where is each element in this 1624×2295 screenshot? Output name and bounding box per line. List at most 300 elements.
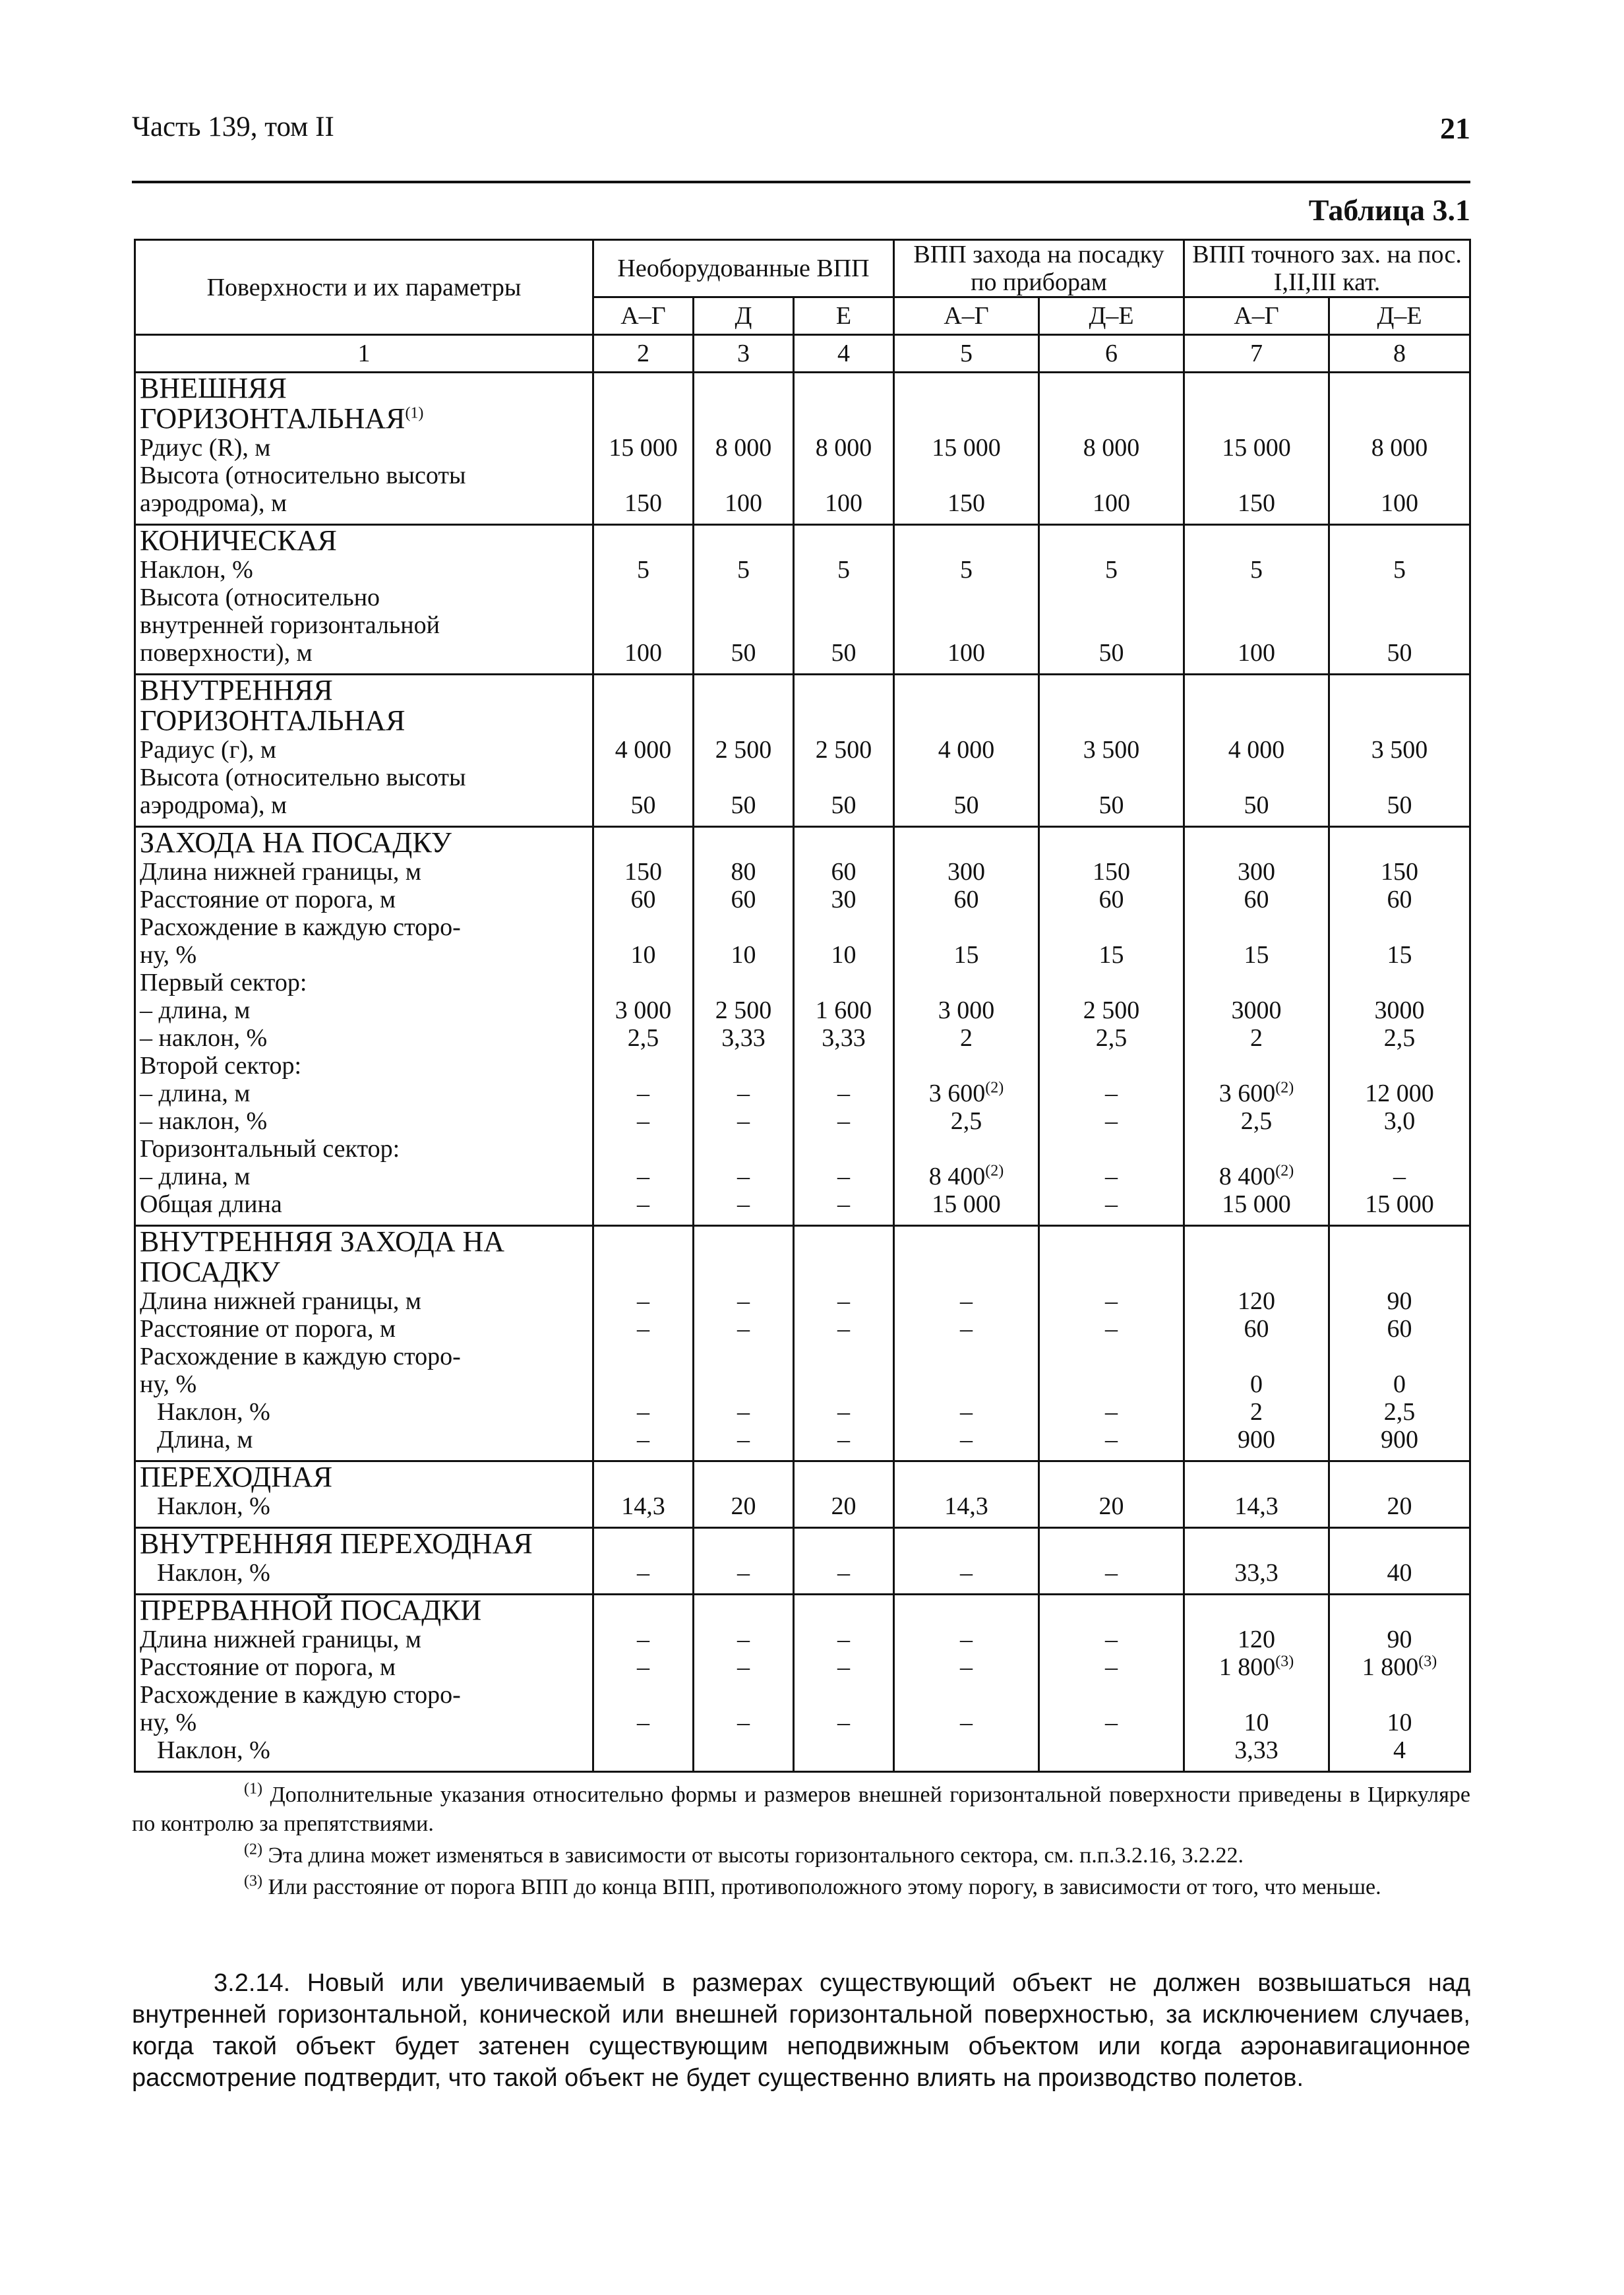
value: [1189, 1492, 1324, 1520]
value: [1189, 1736, 1324, 1764]
value-cell: [1184, 525, 1329, 675]
value: [698, 1709, 789, 1736]
parameter-label: Высота (относительно: [140, 584, 380, 611]
value-text: 1 800: [1362, 1653, 1419, 1681]
code-header: А–Г: [593, 297, 694, 335]
value-text: 90: [1387, 1287, 1412, 1315]
value: [1334, 1315, 1465, 1343]
value: [1044, 1653, 1179, 1681]
parameter-label: Первый сектор:: [140, 969, 307, 996]
value-text: 5: [1250, 556, 1263, 584]
value: [698, 1190, 789, 1218]
value: [1334, 1107, 1465, 1135]
value: [899, 1052, 1034, 1080]
value-text: –: [737, 1626, 750, 1653]
value: [1189, 1024, 1324, 1052]
parameter-label: – наклон, %: [140, 1024, 268, 1052]
value: [598, 996, 688, 1024]
value: [1334, 1080, 1465, 1107]
value-cell: [794, 827, 894, 1226]
value: [1189, 1653, 1324, 1681]
value: [1334, 886, 1465, 913]
footnote-mark: (2): [244, 1841, 262, 1858]
value: [899, 1163, 1034, 1190]
value: [598, 886, 688, 913]
surface-label-cell: [135, 525, 593, 675]
value: [698, 1287, 789, 1315]
value: [1334, 1559, 1465, 1587]
value-cell: [1184, 373, 1329, 525]
column-number: 7: [1184, 335, 1329, 373]
table-body: [135, 373, 1470, 1772]
value: [1189, 791, 1324, 819]
value: [598, 1653, 688, 1681]
value-text: 100: [624, 639, 662, 667]
value-text: 20: [1387, 1492, 1412, 1520]
value-text: –: [837, 1559, 851, 1587]
value-cell: [894, 1528, 1039, 1595]
value: [1044, 1559, 1179, 1587]
value-text: 100: [947, 639, 986, 667]
group-header-precision: ВПП точного зах. на пос. I,II,III кат.: [1184, 240, 1470, 297]
value: [798, 1681, 889, 1709]
value-text: –: [960, 1287, 973, 1315]
value-text: 80: [731, 858, 756, 886]
value-text: –: [1105, 1398, 1118, 1426]
value: [1044, 611, 1179, 639]
footnote: [132, 1873, 1470, 1902]
value: [1334, 1135, 1465, 1163]
value-text: –: [960, 1559, 973, 1587]
footnote-text: Дополнительные указания относительно формы и размеров внешней горизонтальной поверхности приведены в Циркуляре по контролю за препятствиями.: [132, 1783, 1471, 1836]
value-text: 120: [1238, 1626, 1276, 1653]
value: [698, 1370, 789, 1398]
value-text: 50: [1387, 791, 1412, 819]
value: [1189, 996, 1324, 1024]
value: [698, 1052, 789, 1080]
value: [598, 791, 688, 819]
value-cell: [593, 1595, 694, 1772]
value: [1044, 462, 1179, 489]
value-text: 50: [953, 791, 979, 819]
value-cell: [694, 675, 794, 827]
value-text: –: [737, 1287, 750, 1315]
value: [798, 1315, 889, 1343]
value: [598, 556, 688, 584]
parameter-label: Общая длина: [140, 1190, 282, 1218]
value-text: 100: [825, 489, 863, 517]
value: [899, 639, 1034, 667]
value: [598, 462, 688, 489]
value-text: 300: [947, 858, 986, 886]
value: [598, 1080, 688, 1107]
value-cell: [1184, 1461, 1329, 1528]
value: [698, 1080, 789, 1107]
parameter-label: Высота (относительно высоты: [140, 462, 466, 489]
value-text: 2,5: [1383, 1024, 1416, 1052]
value: [899, 1190, 1034, 1218]
value-text: 4 000: [1228, 736, 1285, 764]
value-cell: [1039, 675, 1184, 827]
value-cell: [593, 1226, 694, 1461]
value: [1189, 764, 1324, 791]
value: [1189, 556, 1324, 584]
value: [1044, 556, 1179, 584]
value: [899, 1653, 1034, 1681]
value: [899, 556, 1034, 584]
value: [1044, 1024, 1179, 1052]
parameter-label: поверхности), м: [140, 639, 313, 667]
value: [1189, 1052, 1324, 1080]
value: [598, 584, 688, 611]
value-text: –: [837, 1163, 851, 1190]
value: [1334, 969, 1465, 996]
value: [1334, 1163, 1465, 1190]
value: [698, 969, 789, 996]
value: [1044, 1370, 1179, 1398]
parameter-label: – длина, м: [140, 1080, 251, 1107]
value-text: –: [837, 1626, 851, 1653]
value: [1044, 1190, 1179, 1218]
value: [598, 1052, 688, 1080]
value: [1189, 489, 1324, 517]
value: [698, 611, 789, 639]
parameter-label: ну, %: [140, 941, 197, 969]
value: [1189, 1709, 1324, 1736]
value-cell: [694, 827, 794, 1226]
value-text: –: [737, 1559, 750, 1587]
value: [698, 1626, 789, 1653]
value: [798, 1559, 889, 1587]
value-text: –: [1105, 1107, 1118, 1135]
value: [698, 736, 789, 764]
code-header: Д: [694, 297, 794, 335]
value: [1044, 1287, 1179, 1315]
value: [598, 489, 688, 517]
value-text: 3,33: [721, 1024, 766, 1052]
value: [899, 1626, 1034, 1653]
value: [1044, 639, 1179, 667]
value-text: –: [837, 1080, 851, 1107]
value: [798, 996, 889, 1024]
value: [798, 556, 889, 584]
column-header-surfaces: Поверхности и их параметры: [135, 240, 593, 335]
value: [1334, 611, 1465, 639]
value: [899, 1315, 1034, 1343]
value-cell: [593, 1461, 694, 1528]
value: [698, 1024, 789, 1052]
table-row: [135, 1461, 1470, 1528]
surface-label-cell: [135, 827, 593, 1226]
page-number: 21: [1440, 111, 1470, 145]
value-text: 10: [731, 941, 756, 969]
value: [798, 611, 889, 639]
value: [598, 1370, 688, 1398]
value: [698, 1398, 789, 1426]
value: [698, 462, 789, 489]
surface-label-cell: [135, 373, 593, 525]
value-text: –: [960, 1426, 973, 1454]
code-header: А–Г: [894, 297, 1039, 335]
value: [899, 489, 1034, 517]
value: [798, 886, 889, 913]
value: [1044, 434, 1179, 462]
value: [798, 1343, 889, 1370]
value-text: –: [1105, 1626, 1118, 1653]
value-text: –: [1105, 1080, 1118, 1107]
value-text: –: [737, 1190, 750, 1218]
value: [1189, 1343, 1324, 1370]
footnote: [132, 1841, 1470, 1870]
value: [598, 1626, 688, 1653]
value-text: 100: [1093, 489, 1131, 517]
value: [798, 1190, 889, 1218]
code-header: Д–Е: [1039, 297, 1184, 335]
value: [698, 1426, 789, 1454]
value: [899, 969, 1034, 996]
section-title: ВНЕШНЯЯ: [140, 372, 287, 404]
table-title: Таблица 3.1: [1308, 193, 1470, 227]
value: [1044, 1681, 1179, 1709]
parameter-label: внутренней горизонтальной: [140, 611, 440, 639]
value-text: –: [837, 1107, 851, 1135]
value-text: 1 800: [1218, 1653, 1276, 1681]
value-cell: [1184, 1595, 1329, 1772]
footnote-ref: (3): [1418, 1653, 1437, 1670]
value-cell: [1039, 525, 1184, 675]
value-cell: [1329, 1528, 1470, 1595]
value-text: –: [637, 1107, 649, 1135]
value: [1189, 1315, 1324, 1343]
value-text: –: [1105, 1287, 1118, 1315]
value-text: –: [637, 1163, 649, 1190]
surface-label-cell: [135, 1226, 593, 1461]
parameter-label: Расстояние от порога, м: [140, 1315, 396, 1343]
value: [598, 1135, 688, 1163]
value-cell: [1039, 1528, 1184, 1595]
parameter-label: – длина, м: [140, 1163, 251, 1190]
value-cell: [894, 675, 1039, 827]
value: [598, 969, 688, 996]
value-text: –: [1105, 1315, 1118, 1343]
value-text: 0: [1250, 1370, 1263, 1398]
parameter-label: Длина, м: [157, 1426, 253, 1454]
value: [598, 1315, 688, 1343]
value: [899, 764, 1034, 791]
value: [798, 1626, 889, 1653]
value: [798, 1370, 889, 1398]
value: [1334, 639, 1465, 667]
running-title: Часть 139, том II: [132, 111, 334, 142]
value: [1189, 639, 1324, 667]
value: [1334, 584, 1465, 611]
value-text: 50: [831, 791, 857, 819]
value-text: 4: [1393, 1736, 1406, 1764]
value: [598, 1398, 688, 1426]
value: [698, 1343, 789, 1370]
parameter-label: Расхождение в каждую сторо-: [140, 1343, 461, 1370]
value-cell: [894, 1595, 1039, 1772]
value: [899, 1709, 1034, 1736]
value: [798, 462, 889, 489]
value-text: 5: [737, 556, 750, 584]
value: [798, 941, 889, 969]
value: [1044, 913, 1179, 941]
value: [598, 1343, 688, 1370]
value-cell: [1039, 1461, 1184, 1528]
obstacle-surfaces-table: [134, 239, 1471, 1773]
value: [598, 1024, 688, 1052]
value: [798, 1492, 889, 1520]
value-text: 50: [731, 639, 756, 667]
value: [1334, 1681, 1465, 1709]
section-title: ГОРИЗОНТАЛЬНАЯ: [140, 704, 406, 737]
value-text: 8 000: [1371, 434, 1428, 462]
section-title: ВНУТРЕННЯЯ: [140, 674, 333, 706]
parameter-label: – наклон, %: [140, 1107, 268, 1135]
value: [899, 941, 1034, 969]
value: [899, 736, 1034, 764]
value: [698, 1163, 789, 1190]
value-cell: [1184, 827, 1329, 1226]
value: [598, 1426, 688, 1454]
value-cell: [894, 373, 1039, 525]
value-cell: [593, 1528, 694, 1595]
value: [1189, 1080, 1324, 1107]
value-text: 8 000: [815, 434, 872, 462]
value-text: 15: [1387, 941, 1412, 969]
value: [698, 1681, 789, 1709]
value-text: 150: [624, 858, 662, 886]
value: [899, 791, 1034, 819]
value: [1189, 969, 1324, 996]
value: [1044, 1398, 1179, 1426]
value: [899, 1024, 1034, 1052]
value: [1334, 1426, 1465, 1454]
value: [698, 1315, 789, 1343]
value: [598, 913, 688, 941]
value-text: 3,0: [1383, 1107, 1416, 1135]
value-text: –: [637, 1398, 649, 1426]
column-number: 8: [1329, 335, 1470, 373]
value-text: –: [960, 1653, 973, 1681]
section-title-text: ГОРИЗОНТАЛЬНАЯ: [140, 402, 406, 435]
value: [798, 1024, 889, 1052]
value: [1189, 1190, 1324, 1218]
value: [1334, 1653, 1465, 1681]
value: [798, 1709, 889, 1736]
value-cell: [1329, 675, 1470, 827]
value-text: –: [960, 1626, 973, 1653]
parameter-label: Радиус (г), м: [140, 736, 276, 764]
code-header: Д–Е: [1329, 297, 1470, 335]
value: [1334, 764, 1465, 791]
value: [899, 1681, 1034, 1709]
value-text: 15 000: [1222, 434, 1291, 462]
parameter-label: Рдиус (R), м: [140, 434, 271, 462]
value: [899, 1559, 1034, 1587]
column-number: 5: [894, 335, 1039, 373]
value: [1189, 736, 1324, 764]
value: [798, 1080, 889, 1107]
value-text: 50: [1387, 639, 1412, 667]
value: [1189, 1135, 1324, 1163]
value: [598, 1709, 688, 1736]
value: [1044, 584, 1179, 611]
surface-label-cell: [135, 1528, 593, 1595]
group-header-unequipped: Необорудованные ВПП: [593, 240, 894, 297]
value: [798, 1163, 889, 1190]
footnote-mark: (1): [244, 1780, 262, 1798]
value-text: –: [1105, 1709, 1118, 1736]
value-text: 60: [831, 858, 857, 886]
value-text: 120: [1238, 1287, 1276, 1315]
section-title: ВНУТРЕННЯЯ ЗАХОДА НА: [140, 1225, 505, 1258]
value-text: 14,3: [1234, 1492, 1278, 1520]
value: [698, 1559, 789, 1587]
parameter-label: аэродрома), м: [140, 791, 287, 819]
value: [798, 639, 889, 667]
value-text: –: [1393, 1163, 1406, 1190]
value-text: 10: [1387, 1709, 1412, 1736]
value-text: –: [637, 1080, 649, 1107]
value: [598, 1559, 688, 1587]
value: [899, 1135, 1034, 1163]
value: [598, 1287, 688, 1315]
value: [798, 1107, 889, 1135]
value-cell: [894, 525, 1039, 675]
value: [1334, 434, 1465, 462]
parameter-label: ну, %: [140, 1709, 197, 1736]
value-text: –: [737, 1426, 750, 1454]
value-cell: [1329, 827, 1470, 1226]
value-cell: [593, 525, 694, 675]
value-text: –: [1105, 1426, 1118, 1454]
value: [1189, 1398, 1324, 1426]
value-text: –: [737, 1709, 750, 1736]
value: [1189, 1370, 1324, 1398]
value-text: 20: [831, 1492, 857, 1520]
value-text: 50: [731, 791, 756, 819]
value: [1044, 1426, 1179, 1454]
value: [899, 886, 1034, 913]
value-text: 10: [831, 941, 857, 969]
value: [899, 1287, 1034, 1315]
value: [899, 584, 1034, 611]
value-text: 10: [630, 941, 656, 969]
parameter-label: Горизонтальный сектор:: [140, 1135, 400, 1163]
value: [798, 969, 889, 996]
table-row: [135, 827, 1470, 1226]
value: [798, 489, 889, 517]
value-text: –: [1105, 1163, 1118, 1190]
value: [899, 1426, 1034, 1454]
value: [1189, 1681, 1324, 1709]
section-title: [140, 404, 588, 434]
column-number: 2: [593, 335, 694, 373]
value: [899, 913, 1034, 941]
value: [598, 1681, 688, 1709]
value-text: 15 000: [1365, 1190, 1434, 1218]
value-text: –: [960, 1398, 973, 1426]
value: [899, 996, 1034, 1024]
value: [698, 1107, 789, 1135]
value-text: –: [637, 1190, 649, 1218]
value-text: 5: [1105, 556, 1118, 584]
value-cell: [794, 525, 894, 675]
value-text: 100: [1381, 489, 1419, 517]
value: [798, 1736, 889, 1764]
